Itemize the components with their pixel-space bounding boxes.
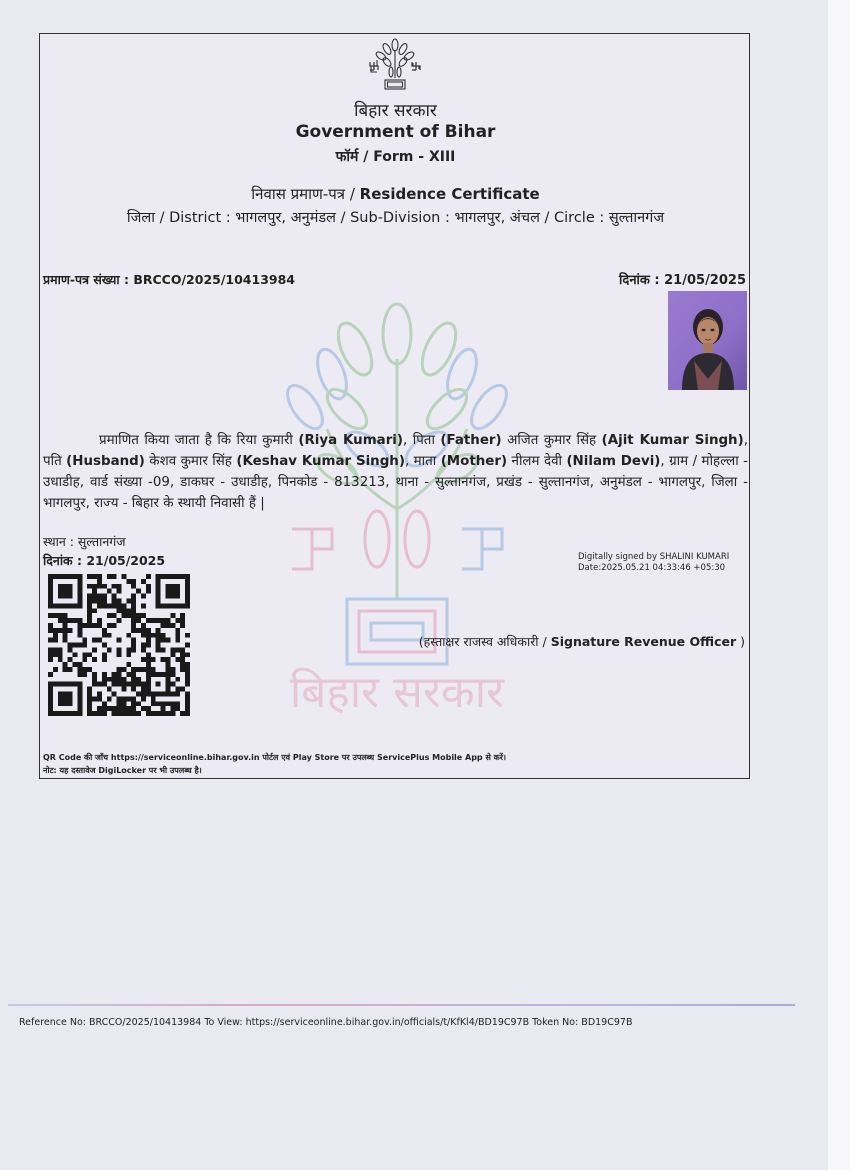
- title-hindi: बिहार सरकार: [354, 101, 437, 121]
- watermark-text: बिहार सरकार: [289, 667, 505, 718]
- certificate-type-hindi: निवास प्रमाण-पत्र /: [251, 185, 360, 203]
- certificate-body: प्रमाणित किया जाता है कि रिया कुमारी (Riya Kumari), पिता (Father) अजित कुमार सिंह (Ajit Kumar Singh), पति (Husband) केशव कुमार सिंह (Keshav Kumar Singh), माता (Mother) नीलम देवी (Nilam Devi), ग्राम / मोहल्ला - उधाडीह, वार्ड संख्या -09, डाकघर - उधाडीह, पिनकोड - 813213, थाना - सुल्तानगंज, प्रखंड - सुल्तानगंज, अनुमंडल - भागलपुर, जिला - भागलपुर, राज्य - बिहार के स्थायी निवासी हैं |: [43, 433, 749, 511]
- qr-code[interactable]: [48, 574, 190, 716]
- address: , ग्राम / मोहल्ला - उधाडीह, वार्ड संख्या -09, डाकघर - उधाडीह, पिनकोड - 813213, थाना - सुल्तानगंज, प्रखंड - सुल्तानगंज, अनुमंडल - भागलपुर, जिला - भागलपुर, राज्य - बिहार के स्थायी निवासी हैं |: [43, 454, 749, 511]
- husband-name: (Keshav Kumar Singh): [236, 454, 405, 469]
- bihar-emblem-icon: [365, 36, 425, 96]
- applicant-name: (Riya Kumari): [298, 433, 404, 448]
- officer-signature-label: (हस्ताक्षर राजस्व अधिकारी / Signature Revenue Officer ): [418, 634, 745, 649]
- reference-line: Reference No: BRCCO/2025/10413984 To View: https://serviceonline.bihar.gov.in/officials/t/KfKl4/BD19C97B Token No: BD19C97B: [19, 1017, 633, 1028]
- title-english: Government of Bihar: [295, 122, 496, 142]
- certificate-type-english: Residence Certificate: [359, 185, 540, 203]
- certificate-type: [40, 184, 750, 204]
- jurisdiction-line: जिला / District : भागलपुर, अनुमंडल / Sub-Division : भागलपुर, अंचल / Circle : सुल्तानगंज: [126, 210, 665, 226]
- place: स्थान : सुल्तानगंज: [43, 534, 126, 549]
- certificate-frame: [39, 33, 750, 779]
- scan-edge: [828, 0, 850, 1170]
- digital-signature-signer: Digitally signed by SHALINI KUMARI: [578, 552, 730, 562]
- qr-verification-note: QR Code की जाँच https://serviceonline.bihar.gov.in पोर्टल एवं Play Store पर उपलब्ध ServicePlus Mobile App से करें।: [43, 753, 507, 762]
- place-date: दिनांक : 21/05/2025: [43, 553, 166, 568]
- issue-date: दिनांक : 21/05/2025: [619, 273, 746, 288]
- digilocker-note: नोट: यह दस्तावेज DigiLocker पर भी उपलब्ध है।: [43, 766, 202, 775]
- applicant-photo: [668, 291, 747, 390]
- mother-name: (Nilam Devi): [566, 454, 661, 469]
- form-number: फॉर्म / Form - XIII: [335, 149, 456, 165]
- divider: [8, 1004, 795, 1006]
- digital-signature-stamp: [578, 552, 729, 574]
- father-name: (Ajit Kumar Singh): [601, 433, 744, 448]
- digital-signature-date: Date:2025.05.21 04:33:46 +05:30: [578, 563, 726, 573]
- certificate-number: प्रमाण-पत्र संख्या : BRCCO/2025/10413984: [43, 272, 295, 287]
